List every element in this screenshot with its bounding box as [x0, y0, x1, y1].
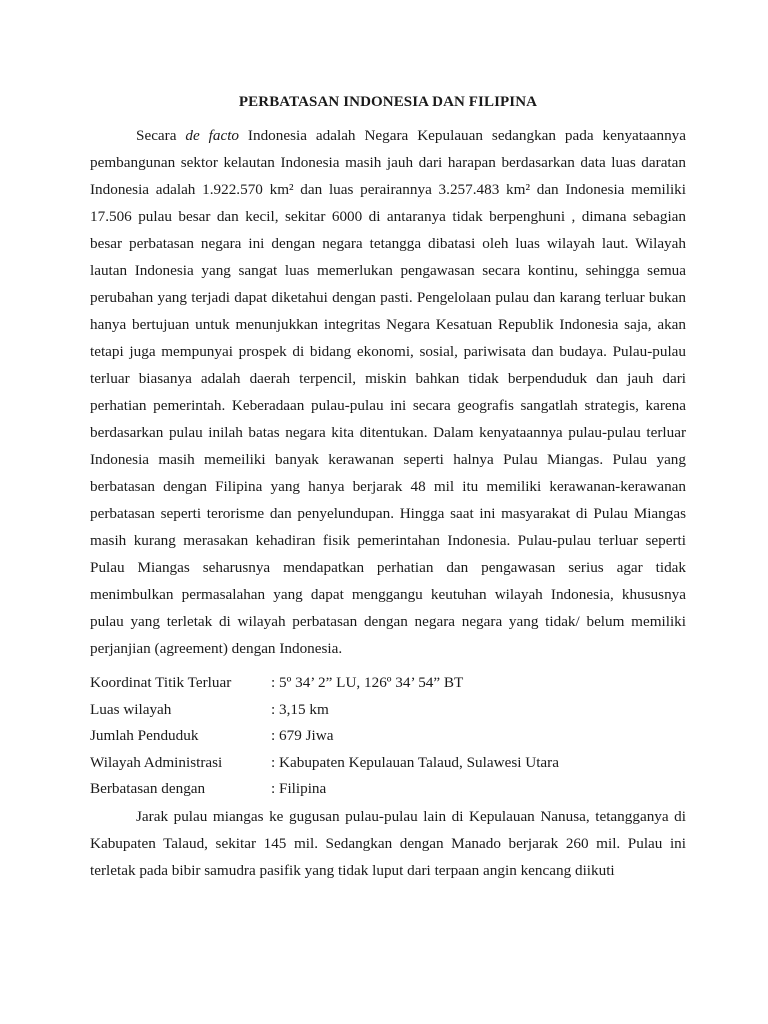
- info-label: Koordinat Titik Terluar: [90, 674, 232, 691]
- info-row-border: [90, 776, 686, 803]
- paragraph-intro: [90, 122, 686, 662]
- paragraph-intro-body: Indonesia adalah Negara Kepulauan sedangkan pada kenyataannya pembangunan sektor kelautan Indonesia masih jauh dari harapan berdasarkan data luas daratan Indonesia adalah 1.922.570 km² dan luas perairannya 3.257.483 km² dan Indonesia memiliki 17.506 pulau besar dan kecil, sekitar 6000 di antaranya tidak berpenghuni , dimana sebagian besar perbatasan negara ini dengan negara tetangga dibatasi oleh luas wilayah laut. Wilayah lautan Indonesia yang sangat luas memerlukan pengawasan secara kontinu, sehingga semua perubahan yang terjadi dapat diketahui dengan pasti. Pengelolaan pulau dan karang terluar bukan hanya bertujuan untuk menunjukkan integritas Negara Kesatuan Republik Indonesia saja, akan tetapi juga mempunyai prospek di bidang ekonomi, sosial, pariwisata dan budaya. Pulau-pulau terluar biasanya adalah daerah terpencil, miskin bahkan tidak berpenduduk dan jauh dari perhatian pemerintah. Keberadaan pulau-pulau ini secara geografis sangatlah strategis, karena berdasarkan pulau inilah batas negara kita ditentukan. Dalam kenyataannya pulau-pulau terluar Indonesia masih memeiliki banyak kerawanan seperti halnya Pulau Miangas. Pulau yang berbatasan dengan Filipina yang hanya berjarak 48 mil itu memiliki kerawanan-kerawanan perbatasan seperti terorisme dan penyelundupan. Hingga saat ini masyarakat di Pulau Miangas masih kurang merasakan kehadiran fisik pemerintahan Indonesia. Pulau-pulau terluar seperti Pulau Miangas seharusnya mendapatkan perhatian dan pengawasan serius agar tidak menimbulkan permasalahan yang dapat menggangu keutuhan wilayah Indonesia, khususnya pulau yang terletak di wilayah perbatasan dengan negara negara yang tidak/ belum memiliki perjanjian (agreement) dengan Indonesia.: [90, 127, 687, 657]
- info-value: : 679 Jiwa: [271, 727, 334, 744]
- island-info-list: [90, 670, 686, 803]
- info-label: Berbatasan dengan: [90, 780, 206, 797]
- info-label: Luas wilayah: [90, 700, 172, 718]
- paragraph-intro-lead: Secara: [136, 127, 186, 144]
- info-value: : Kabupaten Kepulauan Talaud, Sulawesi Utara: [271, 753, 559, 771]
- document-title: PERBATASAN INDONESIA DAN FILIPINA: [238, 94, 538, 110]
- paragraph-distance: Jarak pulau miangas ke gugusan pulau-pulau lain di Kepulauan Nanusa, tetangganya di Kabupaten Talaud, sekitar 145 mil. Sedangkan dengan Manado berjarak 260 mil. Pulau ini terletak pada bibir samudra pasifik yang tidak luput dari terpaan angin kencang diikuti: [90, 807, 686, 879]
- info-row-population: [90, 723, 686, 750]
- info-value: : 3,15 km: [271, 700, 329, 718]
- info-value: : 5º 34’ 2” LU, 126º 34’ 54” BT: [271, 674, 464, 691]
- info-row-administration: [90, 750, 686, 777]
- info-label: Wilayah Administrasi: [90, 753, 223, 771]
- info-label: Jumlah Penduduk: [90, 727, 199, 744]
- info-row-coordinates: [90, 670, 686, 697]
- paragraph-intro-italic: de facto: [185, 127, 240, 144]
- info-row-area: [90, 697, 686, 724]
- info-value: : Filipina: [271, 780, 327, 797]
